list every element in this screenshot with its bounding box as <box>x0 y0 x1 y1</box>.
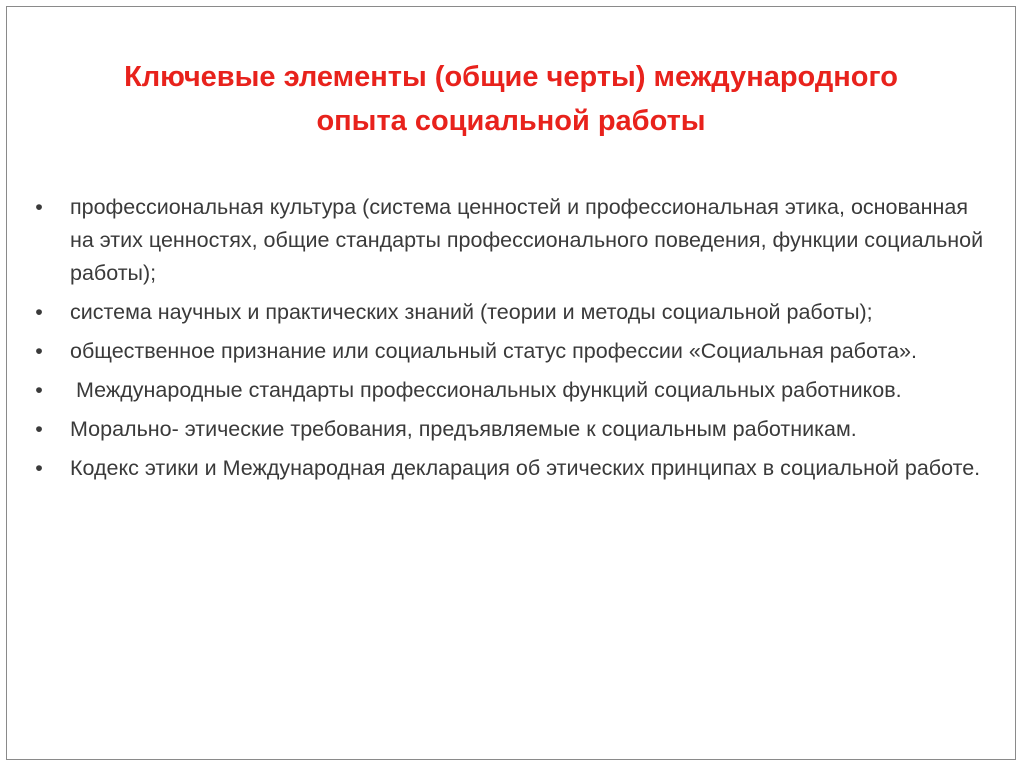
list-item <box>29 452 985 485</box>
title-line-2: опыта социальной работы <box>316 105 706 137</box>
list-item <box>29 296 985 329</box>
list-item-text: Морально- этические требования, предъявляемые к социальным работникам. <box>70 417 857 441</box>
bullet-icon: • <box>35 456 43 480</box>
list-item-text: общественное признание или социальный статус профессии «Социальная работа». <box>70 339 917 363</box>
list-item <box>29 191 985 290</box>
bullet-icon: • <box>35 195 43 219</box>
list-item-text: профессиональная культура (система ценностей и профессиональная этика, основанная на этих ценностях, общие стандарты профессионального поведения, функции социальной работы); <box>70 195 984 285</box>
bullet-icon: • <box>35 300 43 324</box>
list-item <box>29 374 985 407</box>
list-item <box>29 413 985 446</box>
list-item-text: система научных и практических знаний (теории и методы социальной работы); <box>70 300 873 324</box>
list-item-text: Кодекс этики и Международная декларация об этических принципах в социальной работе. <box>70 456 981 480</box>
bullet-icon: • <box>35 378 43 402</box>
slide-title <box>27 55 995 143</box>
bullet-icon: • <box>35 417 43 441</box>
list-item <box>29 335 985 368</box>
bullet-icon: • <box>35 339 43 363</box>
title-line-1: Ключевые элементы (общие черты) международного <box>124 61 898 93</box>
bullet-list <box>29 191 985 491</box>
list-item-text: Международные стандарты профессиональных функций социальных работников. <box>70 378 902 402</box>
slide <box>6 6 1016 760</box>
